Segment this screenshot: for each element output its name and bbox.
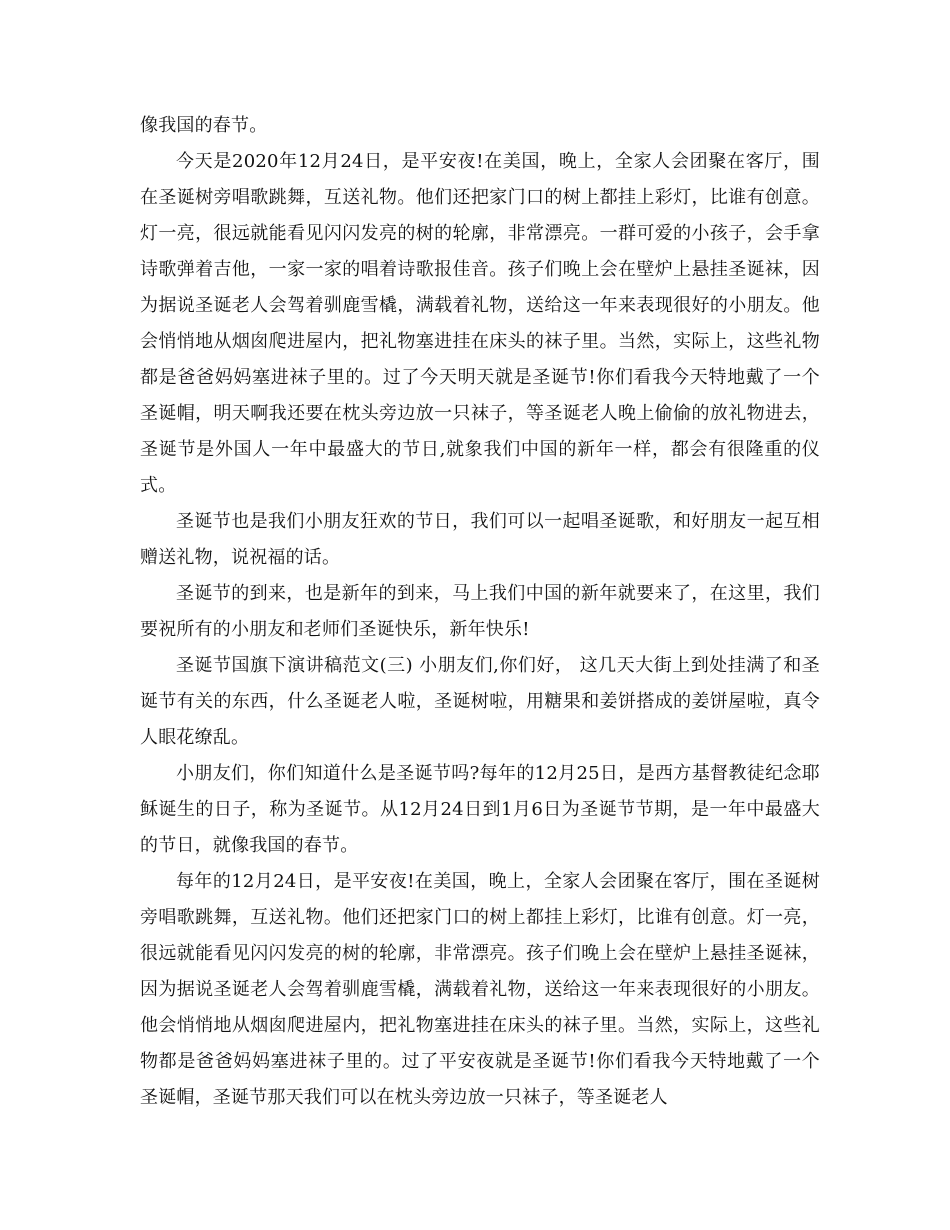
paragraph-2: 今天是2020年12月24日，是平安夜!在美国，晚上，全家人会团聚在客厅，围在圣诞树旁唱歌跳舞，互送礼物。他们还把家门口的树上都挂上彩灯，比谁有创意。灯一亮，很远就能看见闪闪发亮的树的轮廓，非常漂亮。一群可爱的小孩子，会手拿诗歌弹着吉他，一家一家的唱着诗歌报佳音。孩子们晚上会在壁炉上悬挂圣诞袜，因为据说圣诞老人会驾着驯鹿雪橇，满载着礼物，送给这一年来表现很好的小朋友。他会悄悄地从烟囱爬进屋内，把礼物塞进挂在床头的袜子里。当然，实际上，这些礼物都是爸爸妈妈塞进袜子里的。过了今天明天就是圣诞节!你们看我今天特地戴了一个圣诞帽，明天啊我还要在枕头旁边放一只袜子，等圣诞老人晚上偷偷的放礼物进去， 圣诞节是外国人一年中最盛大的节日,就象我们中国的新年一样，都会有很隆重的仪式。 (140, 151, 820, 496)
paragraph-3: 圣诞节也是我们小朋友狂欢的节日，我们可以一起唱圣诞歌，和好朋友一起互相赠送礼物，说祝福的话。 (140, 511, 820, 568)
paragraph-7: 每年的12月24日，是平安夜!在美国，晚上，全家人会团聚在客厅，围在圣诞树旁唱歌跳舞，互送礼物。他们还把家门口的树上都挂上彩灯，比谁有创意。灯一亮，很远就能看见闪闪发亮的树的轮廓，非常漂亮。孩子们晚上会在壁炉上悬挂圣诞袜，因为据说圣诞老人会驾着驯鹿雪橇，满载着礼物，送给这一年来表现很好的小朋友。他会悄悄地从烟囱爬进屋内，把礼物塞进挂在床头的袜子里。当然，实际上，这些礼物都是爸爸妈妈塞进袜子里的。过了平安夜就是圣诞节!你们看我今天特地戴了一个圣诞帽，圣诞节那天我们可以在枕头旁边放一只袜子，等圣诞老人 (140, 871, 820, 1108)
paragraph-6: 小朋友们，你们知道什么是圣诞节吗?每年的12月25日，是西方基督教徒纪念耶稣诞生的日子，称为圣诞节。从12月24日到1月6日为圣诞节节期，是一年中最盛大的节日，就像我国的春节。 (140, 763, 820, 856)
paragraph-4: 圣诞节的到来，也是新年的到来，马上我们中国的新年就要来了，在这里，我们要祝所有的小朋友和老师们圣诞快乐，新年快乐! (140, 583, 820, 640)
paragraph-1: 像我国的春节。 (140, 115, 268, 136)
paragraph-5: 圣诞节国旗下演讲稿范文(三) 小朋友们,你们好， 这几天大街上到处挂满了和圣诞节有关的东西，什么圣诞老人啦，圣诞树啦，用糖果和姜饼搭成的姜饼屋啦，真令人眼花缭乱。 (140, 655, 820, 748)
document-page (140, 108, 820, 1116)
